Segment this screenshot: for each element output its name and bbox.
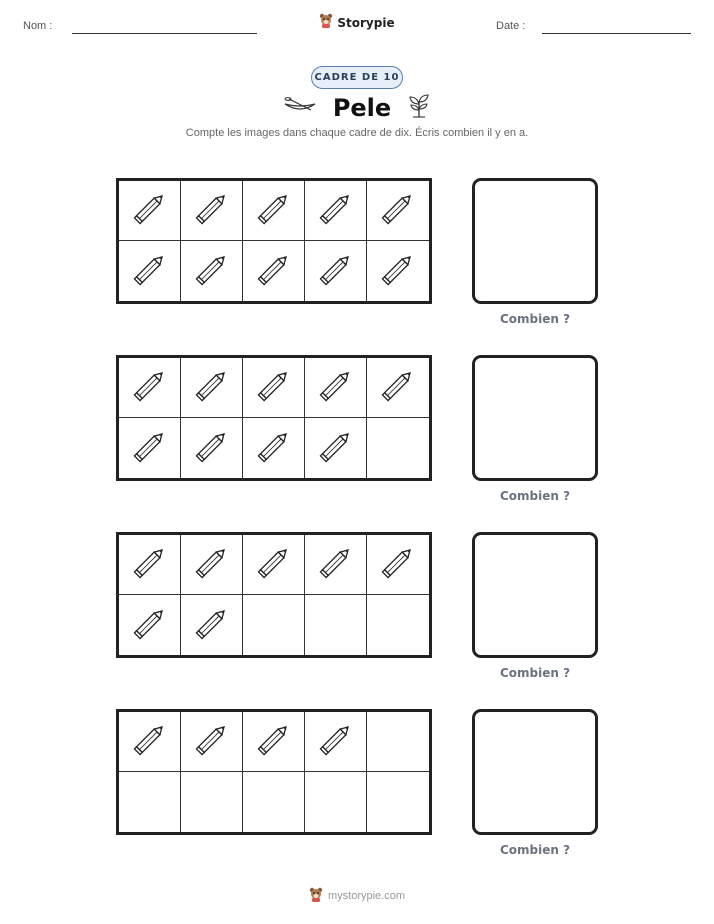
pencil-icon bbox=[129, 718, 171, 765]
pencil-icon bbox=[129, 425, 171, 472]
ten-frame-cell bbox=[305, 181, 367, 241]
pencil-icon bbox=[315, 425, 357, 472]
pencil-icon bbox=[377, 364, 419, 411]
title-row bbox=[0, 92, 714, 123]
ten-frame-cell bbox=[181, 772, 243, 832]
worksheet-title: Pele bbox=[332, 93, 392, 122]
date-label: Date : bbox=[496, 20, 526, 32]
ten-frame-cell bbox=[305, 595, 367, 655]
pencil-icon bbox=[315, 541, 357, 588]
answer-box[interactable] bbox=[472, 355, 598, 481]
ten-frame-cell bbox=[181, 181, 243, 241]
ten-frame-cell bbox=[119, 358, 181, 418]
footer-site[interactable]: mystorypie.com bbox=[327, 889, 406, 902]
pencil-icon bbox=[315, 248, 357, 295]
ten-frame-cell bbox=[119, 535, 181, 595]
ten-frame bbox=[116, 355, 432, 481]
pencil-icon bbox=[253, 718, 295, 765]
ten-frame bbox=[116, 178, 432, 304]
answer-box[interactable] bbox=[472, 532, 598, 658]
pencil-icon bbox=[129, 248, 171, 295]
ten-frame-cell bbox=[243, 595, 305, 655]
ten-frame-cell bbox=[243, 712, 305, 772]
ten-frame-cell bbox=[181, 535, 243, 595]
ten-frame-cell bbox=[181, 241, 243, 301]
pencil-icon bbox=[253, 541, 295, 588]
ten-frame-cell bbox=[367, 181, 429, 241]
ten-frame-cell bbox=[243, 181, 305, 241]
ten-frame-cell bbox=[243, 772, 305, 832]
canoe-icon bbox=[283, 96, 317, 119]
footer bbox=[0, 886, 714, 905]
seedling-icon bbox=[407, 92, 431, 123]
pencil-icon bbox=[191, 187, 233, 234]
pencil-icon bbox=[315, 364, 357, 411]
name-line[interactable] bbox=[72, 33, 257, 34]
pencil-icon bbox=[191, 425, 233, 472]
ten-frame-cell bbox=[367, 712, 429, 772]
pencil-icon bbox=[377, 248, 419, 295]
pencil-icon bbox=[253, 187, 295, 234]
pencil-icon bbox=[253, 248, 295, 295]
pencil-icon bbox=[129, 364, 171, 411]
pencil-icon bbox=[191, 602, 233, 649]
ten-frame-cell bbox=[181, 358, 243, 418]
pencil-icon bbox=[129, 541, 171, 588]
pencil-icon bbox=[191, 541, 233, 588]
worksheet-badge: CADRE DE 10 bbox=[311, 66, 403, 89]
ten-frame-cell bbox=[305, 358, 367, 418]
ten-frame-cell bbox=[367, 418, 429, 478]
pencil-icon bbox=[191, 364, 233, 411]
ten-frame-cell bbox=[181, 595, 243, 655]
ten-frame-cell bbox=[305, 535, 367, 595]
ten-frame-cell bbox=[305, 712, 367, 772]
answer-label: Combien ? bbox=[499, 489, 571, 503]
brand bbox=[0, 12, 714, 33]
name-label: Nom : bbox=[23, 20, 53, 32]
brand-name: Storypie bbox=[337, 15, 395, 30]
ten-frame-cell bbox=[367, 772, 429, 832]
ten-frame-cell bbox=[243, 535, 305, 595]
pencil-icon bbox=[315, 718, 357, 765]
pencil-icon bbox=[315, 187, 357, 234]
pencil-icon bbox=[253, 425, 295, 472]
pencil-icon bbox=[129, 602, 171, 649]
answer-label: Combien ? bbox=[499, 312, 571, 326]
ten-frame bbox=[116, 709, 432, 835]
ten-frame-cell bbox=[181, 712, 243, 772]
pencil-icon bbox=[191, 248, 233, 295]
bear-mascot-icon bbox=[319, 12, 333, 33]
ten-frame-cell bbox=[243, 418, 305, 478]
ten-frame-cell bbox=[119, 181, 181, 241]
bear-mascot-icon bbox=[309, 886, 323, 905]
answer-label: Combien ? bbox=[499, 843, 571, 857]
ten-frame-cell bbox=[367, 358, 429, 418]
date-line[interactable] bbox=[542, 33, 691, 34]
pencil-icon bbox=[377, 541, 419, 588]
answer-label: Combien ? bbox=[499, 666, 571, 680]
ten-frame-cell bbox=[181, 418, 243, 478]
ten-frame-cell bbox=[367, 241, 429, 301]
answer-box[interactable] bbox=[472, 709, 598, 835]
ten-frame-cell bbox=[119, 595, 181, 655]
ten-frame-cell bbox=[305, 772, 367, 832]
ten-frame-cell bbox=[243, 358, 305, 418]
ten-frame-cell bbox=[119, 712, 181, 772]
pencil-icon bbox=[377, 187, 419, 234]
ten-frame-cell bbox=[305, 418, 367, 478]
ten-frame-cell bbox=[119, 241, 181, 301]
pencil-icon bbox=[191, 718, 233, 765]
ten-frame-cell bbox=[367, 595, 429, 655]
ten-frame-cell bbox=[119, 772, 181, 832]
ten-frame-cell bbox=[367, 535, 429, 595]
pencil-icon bbox=[253, 364, 295, 411]
instructions: Compte les images dans chaque cadre de dix. Écris combien il y en a. bbox=[185, 127, 529, 139]
ten-frame-cell bbox=[243, 241, 305, 301]
ten-frame bbox=[116, 532, 432, 658]
ten-frame-cell bbox=[305, 241, 367, 301]
answer-box[interactable] bbox=[472, 178, 598, 304]
ten-frame-cell bbox=[119, 418, 181, 478]
pencil-icon bbox=[129, 187, 171, 234]
